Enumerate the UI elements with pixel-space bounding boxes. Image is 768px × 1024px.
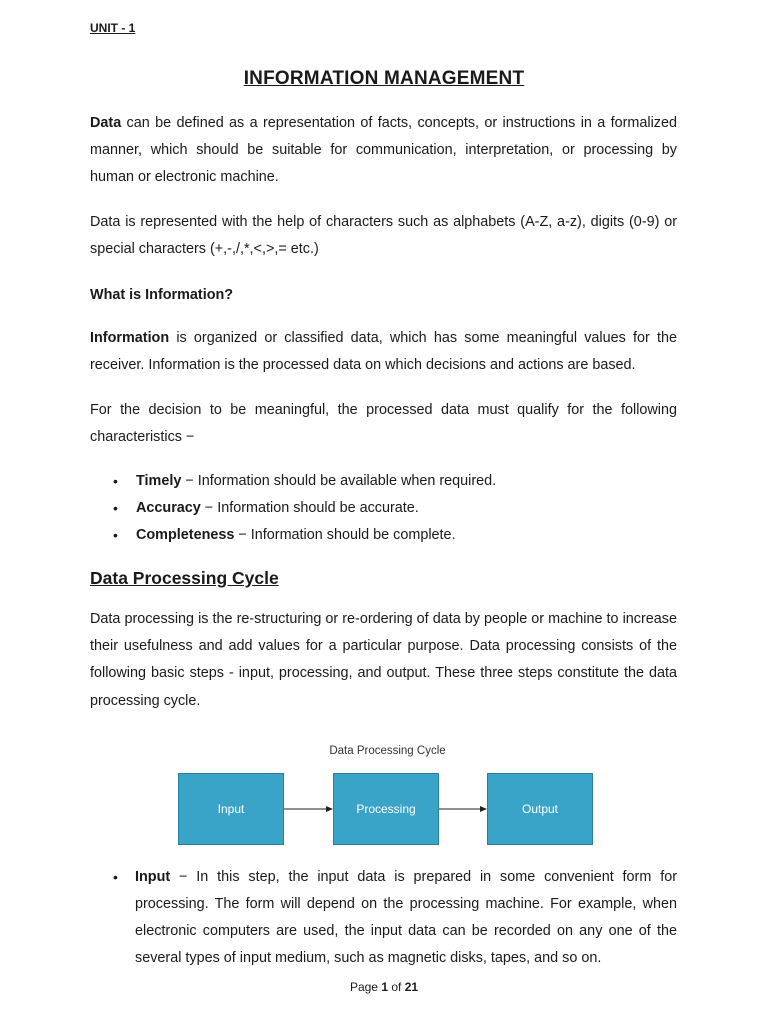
characteristic-term: Accuracy bbox=[136, 500, 201, 516]
diagram-arrows bbox=[175, 738, 600, 850]
data-representation-paragraph: Data is represented with the help of characters such as alphabets (A-Z, a-z), digits (0-9) or special characters (+,-,/,*,<,>,= etc.) bbox=[90, 214, 677, 258]
bullet-icon: • bbox=[113, 500, 118, 516]
characteristic-desc: − Information should be complete. bbox=[234, 527, 456, 543]
diagram-title: Data Processing Cycle bbox=[329, 745, 446, 757]
cycle-paragraph: Data processing is the re-structuring or re-ordering of data by people or machine to increase their usefulness and add values for a particular purpose. Data processing consists of the following basic steps - input, processing, and output. These three steps constitute the data processing cycle. bbox=[90, 611, 677, 709]
information-definition-paragraph bbox=[90, 325, 677, 379]
page-current: 1 bbox=[381, 980, 388, 994]
page-middle: of bbox=[388, 980, 405, 994]
page-total: 21 bbox=[404, 980, 419, 994]
processing-box: Processing bbox=[333, 773, 439, 845]
bullet-icon: • bbox=[113, 473, 118, 489]
bullet-icon: • bbox=[113, 527, 118, 543]
page-prefix: Page bbox=[349, 980, 382, 994]
page-title: INFORMATION MANAGEMENT bbox=[243, 68, 525, 89]
decision-paragraph: For the decision to be meaningful, the processed data must qualify for the following characteristics − bbox=[90, 402, 677, 446]
output-box: Output bbox=[487, 773, 593, 845]
input-term: Input bbox=[135, 869, 171, 885]
data-definition-paragraph bbox=[90, 110, 677, 192]
characteristic-term: Completeness bbox=[136, 527, 235, 543]
data-definition-text: can be defined as a representation of facts, concepts, or instructions in a formalized manner, which should be suitable for communication, interpretation, or processing by human or electronic machine. bbox=[90, 115, 677, 186]
list-item bbox=[0, 495, 768, 522]
information-term: Information bbox=[90, 330, 170, 346]
arrow-head-icon bbox=[326, 806, 333, 812]
list-item bbox=[0, 468, 768, 495]
characteristic-term: Timely bbox=[136, 473, 182, 489]
cycle-heading: Data Processing Cycle bbox=[90, 568, 279, 588]
input-step-item bbox=[135, 864, 677, 972]
input-box: Input bbox=[178, 773, 284, 845]
characteristics-list bbox=[0, 468, 768, 549]
information-heading: What is Information? bbox=[90, 287, 234, 303]
processing-cycle-diagram bbox=[175, 738, 600, 850]
data-term: Data bbox=[90, 115, 122, 131]
list-item bbox=[0, 522, 768, 549]
input-desc: − In this step, the input data is prepared in some convenient form for processing. The form will depend on the processing machine. For example, when electronic computers are used, the input data can be recorded on any one of the several types of input medium, such as magnetic disks, tapes, and so on. bbox=[135, 869, 677, 966]
characteristic-desc: − Information should be available when required. bbox=[181, 473, 497, 489]
page-number bbox=[0, 980, 768, 994]
arrow-head-icon bbox=[480, 806, 487, 812]
information-definition-text: is organized or classified data, which has some meaningful values for the receiver. Information is the processed data on which decisions and actions are based. bbox=[90, 330, 677, 374]
bullet-icon: • bbox=[113, 869, 118, 885]
characteristic-desc: − Information should be accurate. bbox=[200, 500, 419, 516]
unit-label: UNIT - 1 bbox=[90, 21, 136, 35]
